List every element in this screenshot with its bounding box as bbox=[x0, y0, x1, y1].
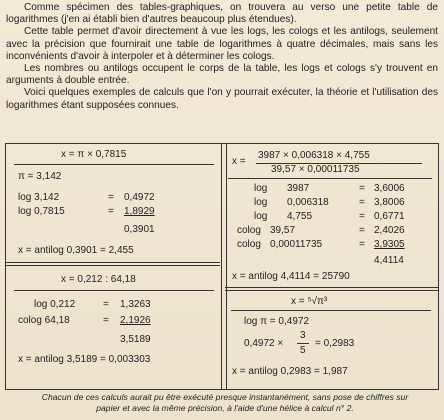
ex4-log-pi: log π = 0,4972 bbox=[244, 316, 310, 327]
ex3-row-eq: = bbox=[359, 239, 365, 250]
ex3-denominator: 39,57 × 0,00011735 bbox=[271, 164, 360, 175]
ex3-row-val: 3,6006 bbox=[374, 183, 405, 194]
ex2-title: x = 0,212 : 64,18 bbox=[61, 274, 136, 285]
ex2-colog-eq: = bbox=[103, 315, 109, 326]
ex2-colog-val: 2,1926 bbox=[120, 315, 151, 326]
ex1-title: x = π × 0,7815 bbox=[61, 149, 127, 160]
ex-separator bbox=[6, 262, 220, 266]
ex1-log2-label: log 0,7815 bbox=[18, 206, 65, 217]
ex1-pi: π = 3,142 bbox=[18, 171, 62, 182]
ex1-sum: 0,3901 bbox=[124, 224, 155, 235]
intro-paragraph: Cette table permet d'avoir directement à vue les logs, les cologs et les antilogs, seulement avec la précision que fournirait une table de logarithmes à quatre décimales, mais sans les inconvénients d'avoir à interpoler et à déterminer les cologs. bbox=[6, 26, 438, 62]
ex4-frac-bar bbox=[297, 343, 309, 344]
ex2-rule bbox=[14, 290, 214, 291]
ex3-row-val: 0,6771 bbox=[374, 211, 405, 222]
ex3-numerator: 3987 × 0,006318 × 4,755 bbox=[258, 150, 370, 161]
ex3-x-eq: x = bbox=[232, 156, 246, 167]
ex3-row-arg: 4,755 bbox=[287, 211, 313, 222]
ex1-result: x = antilog 0,3901 = 2,455 bbox=[18, 245, 134, 256]
ex3-row-eq: = bbox=[359, 211, 365, 222]
ex1-log2-eq: = bbox=[108, 206, 114, 217]
ex2-log-val: 1,3263 bbox=[120, 299, 151, 310]
ex3-result: x = antilog 4,4114 = 25790 bbox=[232, 271, 350, 282]
ex3-row-label: log bbox=[254, 211, 268, 222]
ex3-row-arg: 3987 bbox=[287, 183, 310, 194]
ex3-row-eq: = bbox=[359, 183, 365, 194]
ex4-result: x = antilog 0,2983 = 1,987 bbox=[232, 366, 348, 377]
ex2-log-eq: = bbox=[103, 299, 109, 310]
ex3-row-label: log bbox=[254, 183, 268, 194]
ex4-mul-left: 0,4972 × bbox=[244, 338, 284, 349]
ex1-rule bbox=[14, 164, 214, 165]
ex3-row-eq: = bbox=[359, 197, 365, 208]
ex3-row-val: 3,8006 bbox=[374, 197, 405, 208]
ex3-row-arg: 39,57 bbox=[270, 225, 296, 236]
ex4-frac-num: 3 bbox=[300, 330, 306, 341]
ex2-log-label: log 0,212 bbox=[34, 299, 76, 310]
ex3-row-label: colog bbox=[237, 225, 261, 236]
ex4-mul-right: = 0,2983 bbox=[315, 338, 355, 349]
caption: Chacun de ces calculs aurait pu être exécuté presque instantanément, sans pose de chiffres sur papier et avec la même précision, à l'aide d'une hélice à calcul n° 2. bbox=[41, 392, 409, 413]
intro-paragraph: Comme spécimen des tables-graphiques, on trouvera au verso une petite table de logarithmes (j'en ai établi bien d'autres beaucoup plus étendues). bbox=[6, 2, 438, 26]
ex2-result: x = antilog 3,5189 = 0,003303 bbox=[18, 354, 151, 365]
ex1-log1-eq: = bbox=[108, 192, 114, 203]
ex4-frac-den: 5 bbox=[300, 345, 306, 356]
ex3-row-val: 3,9305 bbox=[374, 239, 405, 250]
column-divider bbox=[221, 144, 227, 389]
ex4-title: x = ⁵√π³ bbox=[291, 296, 328, 307]
ex3-row-arg: 0,00011735 bbox=[270, 239, 323, 250]
intro-paragraph: Voici quelques exemples de calculs que l'on y pourrait exécuter, la théorie et l'utilisation des logarithmes étant supposées connues. bbox=[6, 87, 438, 111]
ex3-row-val: 2,4026 bbox=[374, 225, 405, 236]
ex3-row-arg: 0,006318 bbox=[287, 197, 329, 208]
ex1-log1-label: log 3,142 bbox=[18, 192, 60, 203]
intro-paragraph: Les nombres ou antilogs occupent le corps de la table, les logs et cologs s'y trouvent en arguments à double entrée. bbox=[6, 63, 438, 87]
ex1-log1-val: 0,4972 bbox=[124, 192, 155, 203]
ex3-sum: 4,4114 bbox=[374, 255, 404, 266]
ex4-rule bbox=[231, 310, 431, 311]
examples-panel bbox=[5, 143, 439, 390]
intro-text bbox=[6, 2, 438, 112]
ex-separator bbox=[225, 287, 438, 291]
ex3-row-label: log bbox=[254, 197, 268, 208]
ex2-colog-label: colog 64,18 bbox=[18, 315, 70, 326]
ex3-row-label: colog bbox=[237, 239, 261, 250]
ex3-row-eq: = bbox=[359, 225, 365, 236]
ex1-log2-val: 1,8929 bbox=[124, 206, 155, 217]
ex3-rule bbox=[228, 178, 432, 179]
ex2-sum: 3,5189 bbox=[120, 334, 151, 345]
